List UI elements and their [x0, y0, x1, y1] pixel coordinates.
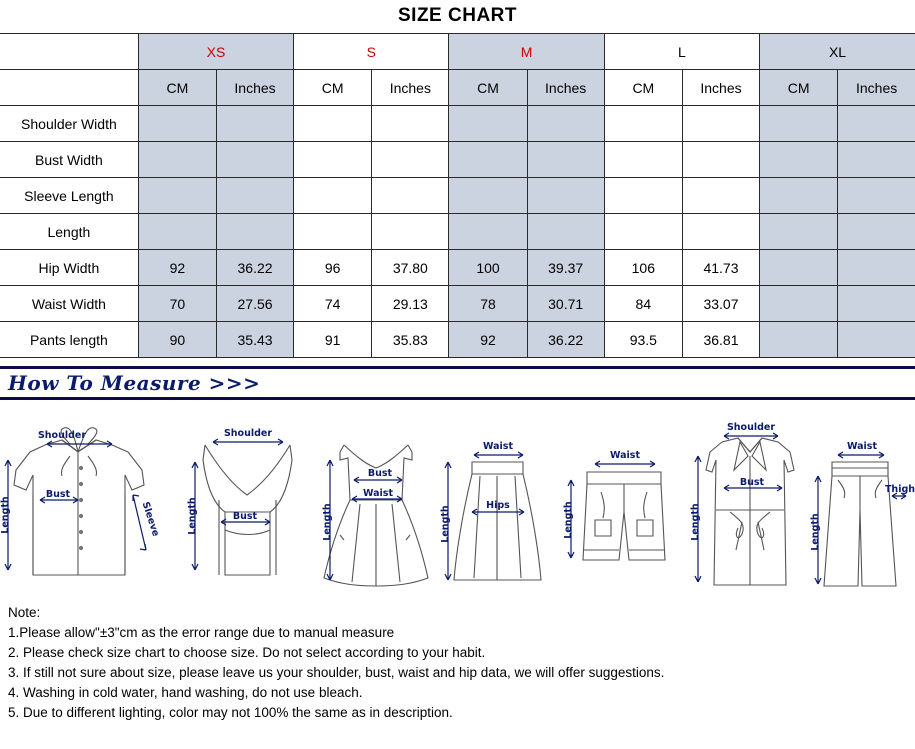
figure-coat [690, 400, 810, 595]
svg-text:Waist: Waist [362, 488, 394, 499]
cell-s-cm [294, 214, 372, 250]
svg-text:Hips: Hips [486, 500, 510, 511]
cell-s-in [372, 106, 449, 142]
cell-xs-cm [138, 214, 216, 250]
svg-text:Waist: Waist [482, 441, 514, 452]
note-line-5: 5. Due to different lighting, color may not 100% the same as in description. [8, 705, 453, 720]
svg-text:Waist: Waist [846, 441, 878, 452]
table-row [0, 250, 915, 286]
cell-l-in: 33.07 [682, 286, 759, 322]
cell-l-cm [604, 214, 682, 250]
cell-s-cm [294, 142, 372, 178]
note-line-4: 4. Washing in cold water, hand washing, do not use bleach. [8, 685, 363, 700]
cell-s-cm: 96 [294, 250, 372, 286]
cell-xl-in [838, 322, 915, 358]
unit-xl-cm: CM [760, 70, 838, 106]
how-to-measure-heading: How To Measure >>> [8, 371, 261, 395]
note-line-1: 1.Please allow"±3"cm as the error range due to manual measure [8, 625, 395, 640]
cell-m-in: 36.22 [527, 322, 604, 358]
figure-skater-dress [310, 400, 440, 595]
svg-text:Waist: Waist [609, 450, 641, 461]
cell-m-cm: 100 [449, 250, 527, 286]
cell-xs-in [216, 178, 293, 214]
size-header-xl: XL [760, 34, 915, 70]
size-header-xs: XS [138, 34, 293, 70]
unit-s-cm: CM [294, 70, 372, 106]
unit-xs-in: Inches [216, 70, 293, 106]
cell-xs-in [216, 106, 293, 142]
svg-text:Bust: Bust [739, 477, 765, 488]
size-header-l: L [604, 34, 759, 70]
cell-xl-cm [760, 250, 838, 286]
svg-text:Length: Length [440, 505, 451, 543]
cell-s-in [372, 178, 449, 214]
figure-pants [810, 400, 915, 595]
cell-l-in: 41.73 [682, 250, 759, 286]
svg-text:Bust: Bust [232, 511, 258, 522]
cell-xs-cm [138, 178, 216, 214]
cell-m-cm [449, 142, 527, 178]
cell-s-cm: 74 [294, 286, 372, 322]
cell-xs-cm: 90 [138, 322, 216, 358]
cell-xl-in [838, 250, 915, 286]
cell-l-in [682, 106, 759, 142]
cell-m-cm: 78 [449, 286, 527, 322]
unit-xl-in: Inches [838, 70, 915, 106]
figure-skirt [440, 400, 555, 595]
cell-xs-in: 35.43 [216, 322, 293, 358]
cell-m-cm [449, 214, 527, 250]
cell-m-in [527, 214, 604, 250]
row-label: Bust Width [0, 142, 138, 178]
cell-xs-cm [138, 106, 216, 142]
cell-s-in: 35.83 [372, 322, 449, 358]
row-label: Length [0, 214, 138, 250]
cell-xl-in [838, 178, 915, 214]
cell-m-cm [449, 106, 527, 142]
cell-m-in: 30.71 [527, 286, 604, 322]
cell-xs-in [216, 142, 293, 178]
notes-section [0, 595, 915, 723]
unit-m-in: Inches [527, 70, 604, 106]
unit-s-in: Inches [372, 70, 449, 106]
cell-l-in [682, 142, 759, 178]
figure-camisole [175, 400, 310, 595]
cell-xl-in [838, 214, 915, 250]
table-row [0, 106, 915, 142]
unit-l-in: Inches [682, 70, 759, 106]
cell-m-in [527, 106, 604, 142]
cell-xs-cm [138, 142, 216, 178]
svg-text:Length: Length [0, 496, 11, 534]
note-line-3: 3. If still not sure about size, please leave us your shoulder, bust, waist and hip data, we will offer suggestions. [8, 665, 665, 680]
cell-l-in [682, 178, 759, 214]
svg-text:Bust: Bust [367, 468, 393, 479]
cell-xl-in [838, 106, 915, 142]
cell-xl-cm [760, 286, 838, 322]
svg-text:Length: Length [690, 503, 701, 541]
cell-xs-in [216, 214, 293, 250]
notes-heading: Note: [8, 605, 41, 620]
cell-s-cm [294, 106, 372, 142]
cell-xl-cm [760, 322, 838, 358]
table-row [0, 322, 915, 358]
unit-l-cm: CM [604, 70, 682, 106]
row-label: Shoulder Width [0, 106, 138, 142]
unit-corner-cell [0, 70, 138, 106]
cell-l-cm: 93.5 [604, 322, 682, 358]
cell-m-cm [449, 178, 527, 214]
cell-s-cm: 91 [294, 322, 372, 358]
cell-s-in [372, 142, 449, 178]
svg-text:Length: Length [810, 513, 821, 551]
cell-xs-cm: 92 [138, 250, 216, 286]
cell-s-cm [294, 178, 372, 214]
unit-m-cm: CM [449, 70, 527, 106]
unit-header-row [0, 70, 915, 106]
measurement-figures [0, 400, 915, 595]
cell-l-cm: 106 [604, 250, 682, 286]
size-chart-table [0, 33, 915, 358]
table-row [0, 178, 915, 214]
table-corner-cell [0, 34, 138, 70]
cell-xl-cm [760, 178, 838, 214]
cell-xs-cm: 70 [138, 286, 216, 322]
table-row [0, 142, 915, 178]
svg-text:Length: Length [563, 501, 574, 539]
svg-text:Shoulder: Shoulder [726, 422, 776, 433]
how-to-measure-band [0, 366, 915, 400]
cell-s-in [372, 214, 449, 250]
cell-xs-in: 36.22 [216, 250, 293, 286]
row-label: Pants length [0, 322, 138, 358]
figure-blouse [0, 400, 175, 595]
svg-text:Sleeve: Sleeve [139, 500, 162, 538]
svg-text:Length: Length [187, 497, 198, 535]
note-line-2: 2. Please check size chart to choose size. Do not select according to your habit. [8, 645, 486, 660]
cell-xl-cm [760, 142, 838, 178]
table-row [0, 286, 915, 322]
cell-s-in: 29.13 [372, 286, 449, 322]
cell-l-in: 36.81 [682, 322, 759, 358]
cell-xl-cm [760, 106, 838, 142]
cell-m-in [527, 178, 604, 214]
cell-m-in [527, 142, 604, 178]
size-header-s: S [294, 34, 449, 70]
cell-m-cm: 92 [449, 322, 527, 358]
cell-xl-in [838, 286, 915, 322]
svg-text:Bust: Bust [45, 489, 71, 500]
cell-l-cm: 84 [604, 286, 682, 322]
svg-text:Shoulder: Shoulder [223, 428, 273, 439]
row-label: Hip Width [0, 250, 138, 286]
figure-shorts [555, 400, 690, 595]
cell-l-cm [604, 142, 682, 178]
page-title: SIZE CHART [398, 5, 517, 26]
svg-text:Length: Length [322, 503, 333, 541]
cell-s-in: 37.80 [372, 250, 449, 286]
svg-text:Thigh: Thigh [884, 484, 915, 495]
cell-l-cm [604, 106, 682, 142]
cell-m-in: 39.37 [527, 250, 604, 286]
row-label: Waist Width [0, 286, 138, 322]
cell-l-in [682, 214, 759, 250]
size-header-row [0, 34, 915, 70]
cell-xs-in: 27.56 [216, 286, 293, 322]
size-header-m: M [449, 34, 604, 70]
row-label: Sleeve Length [0, 178, 138, 214]
unit-xs-cm: CM [138, 70, 216, 106]
cell-xl-cm [760, 214, 838, 250]
cell-xl-in [838, 142, 915, 178]
table-row [0, 214, 915, 250]
svg-text:Shoulder: Shoulder [37, 430, 87, 441]
cell-l-cm [604, 178, 682, 214]
